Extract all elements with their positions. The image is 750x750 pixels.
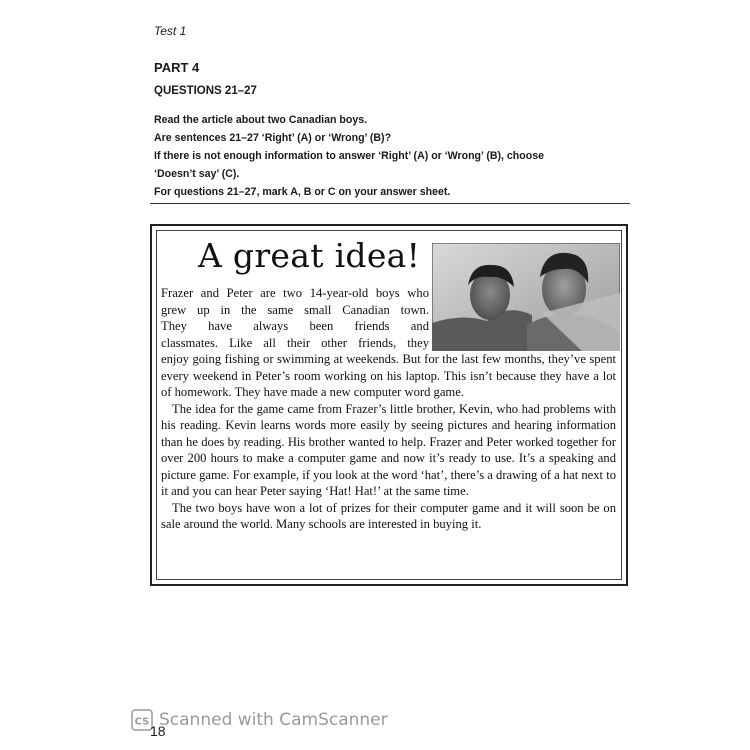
instruction-line: ‘Doesn’t say’ (C). — [154, 168, 240, 180]
divider — [150, 203, 630, 204]
article-paragraph: The idea for the game came from Frazer’s little brother, Kevin, who had problems with his reading. Kevin learns words more easily by seeing pictures and hearing information than he does by reading. His brother wanted to help. Frazer and Peter worked together for over 200 hours to make a computer game and now it’s ready to use. It’s a speaking and picture game. For example, if you look at the word ‘hat’, there’s a drawing of a hat next to it and you can hear Peter saying ‘Hat! Hat!’ at the same time. — [161, 401, 616, 498]
article-line: They have always been friends and — [161, 319, 429, 333]
article-title: A great idea! — [198, 236, 421, 275]
test-label: Test 1 — [154, 24, 187, 38]
article-line: grew up in the same small Canadian town. — [161, 302, 429, 317]
article-line: classmates. Like all their other friends, they — [161, 335, 429, 350]
article-paragraph: The two boys have won a lot of prizes for their computer game and it will soon be on sale around the world. Many schools are interested in buying it. — [161, 500, 616, 531]
instruction-line: Read the article about two Canadian boys. — [154, 114, 368, 126]
article-text: enjoy going fishing or swimming at weekends. But for the last few months, they’ve spent every weekend in Peter’s room working on his laptop. This isn’t because they have a lot of homework. They have made a new computer word game. — [161, 352, 616, 399]
article-line: Frazer and Peter are two 14-year-old boys who — [161, 286, 429, 300]
page-number: 18 — [150, 723, 166, 739]
camscanner-logo-text: CS — [134, 716, 150, 728]
instruction-line: For questions 21–27, mark A, B or C on your answer sheet. — [154, 186, 451, 198]
article-box — [150, 224, 628, 586]
article-body — [161, 285, 616, 533]
part-heading: PART 4 — [154, 60, 200, 75]
camscanner-text: Scanned with CamScanner — [159, 710, 388, 730]
article-paragraph — [161, 285, 616, 401]
questions-heading: QUESTIONS 21–27 — [154, 85, 257, 97]
instructions — [154, 111, 634, 201]
instruction-line: If there is not enough information to answer ‘Right’ (A) or ‘Wrong’ (B), choose — [154, 150, 545, 162]
instruction-line: Are sentences 21–27 ‘Right’ (A) or ‘Wrong’ (B)? — [154, 132, 392, 144]
camscanner-watermark — [131, 709, 388, 731]
